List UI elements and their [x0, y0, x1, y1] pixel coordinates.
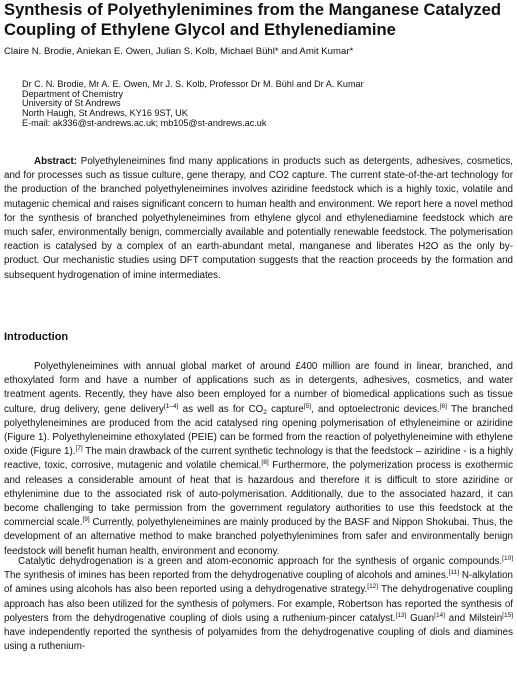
text-run: The main drawback of the current synthetic technology is that the feedstock – aziridine - is a highly reactive, toxic, corrosive, mutagenic and volatile chemical.	[4, 446, 513, 472]
citation: [14]	[434, 611, 445, 619]
text-run: Guan	[406, 612, 435, 624]
text-run: as well as for CO	[178, 403, 264, 415]
citation: [12]	[367, 583, 379, 591]
citation: [6]	[439, 402, 447, 410]
affiliation-line: Department of Chemistry	[22, 88, 124, 99]
citation: [9]	[82, 516, 90, 524]
citation: [8]	[261, 459, 269, 467]
subscript: 2	[263, 408, 267, 416]
intro-paragraph-2	[4, 555, 513, 654]
text-run: Furthermore, the polymerization process is exothermic and releases a considerable amount of heat that is hazardous and therefore it is difficult to store aziridine or ethylenimine due to the associated risk of auto-polymerisation. Additionally, due to the associated hazard, it can become challenging to take permission from the government regulatory authorities to use this feedstock at the commercial scale.	[4, 460, 513, 529]
text-run: Currently, polyethyleneimines are mainly produced by the BASF and Nippon Shokubai. Thus, the development of an alternative method to make branched polyethylenimines from safer and environmentally benign feedstock will benefit human health, environment and economy.	[4, 517, 513, 557]
text-run: N-alkylation of amines using alcohols has also been reported using a dehydrogenative strategy.	[4, 570, 513, 596]
text-run: Catalytic dehydrogenation is a green and atom-economic approach for the synthesis of organic compounds.	[18, 556, 503, 567]
text-run: , and optoelectronic devices.	[311, 403, 440, 415]
affiliation-line: University of St Andrews	[22, 98, 121, 109]
text-run: have independently reported the synthesis of polyamides from the dehydrogenative coupling of diols and diamines using a ruthenium-	[4, 627, 513, 653]
citation: [7]	[75, 445, 83, 453]
intro-paragraph-1	[4, 360, 513, 559]
affiliation-line: North Haugh, St Andrews, KY16 9ST, UK	[22, 108, 188, 119]
citation: [11]	[448, 569, 459, 577]
citation: [13]	[395, 611, 407, 619]
author-list: Claire N. Brodie, Aniekan E. Owen, Julian S. Kolb, Michael Bühl* and Amit Kumar*	[4, 46, 354, 57]
affiliation-line: Dr C. N. Brodie, Mr A. E. Owen, Mr J. S. Kolb, Professor Dr M. Bühl and Dr A. Kumar	[22, 79, 364, 89]
text-run: capture	[266, 403, 304, 415]
text-run: The dehydrogenative coupling approach has also been utilized for the synthesis of polymers. For example, Robertson has reported the synthesis of polyesters from the dehydrogenative coupling of diols using a ruthenium-pincer catalyst.	[4, 584, 514, 624]
abstract-text: Polyethyleneimines find many applications in products such as detergents, adhesives, cosmetics, and for processes such as tissue culture, gene therapy, and CO2 capture. The current state-of-the-art technology for the production of the branched polyethyleneimines involves aziridine feedstock which is a highly toxic, volatile and mutagenic chemical and raises significant concern to human health and environment. We report here a novel method for the synthesis of branched polyethyleneimines from ethylene glycol and ethylenediamine feedstock which are much safer, environmentally benign, commercially available and potentially renewable feedstock. The polymerisation reaction is catalysed by a complex of an earth-abundant metal, manganese and liberates H2O as the only by-product. Our mechanistic studies using DFT computation suggests that the reaction proceeds by the formation and subsequent hydrogenation of imine intermediates.	[4, 156, 513, 281]
citation: [10]	[502, 555, 513, 562]
citation: [1–4]	[163, 402, 179, 410]
text-run: Polyethyleneimines with annual global market of around £400 million are found in linear, branched, and ethoxylated form and have a number of applications such as in detergents, adhesives, cosmetics, and water treatment agents. Recently, they have also been employed for a number of biomedical applications such as tissue culture, drug delivery, gene delivery	[4, 361, 513, 415]
text-run: The synthesis of imines has been reported from the dehydrogenative coupling of alcohols and amines.	[4, 570, 449, 582]
section-heading-introduction: Introduction	[4, 331, 69, 343]
abstract-label: Abstract:	[34, 156, 78, 167]
text-run: The branched polyethyleneimines are produced from the acid catalysed ring opening polymerisation of ethyleneimine or aziridine (Figure 1). Polyethyleneimine ethoxylated (PEIE) can be formed from the reaction of polyethyleneimine with ethylene oxide (Figure 1).	[4, 403, 513, 458]
text-run: and Milstein	[444, 612, 503, 624]
citation: [5]	[303, 402, 312, 410]
citation: [15]	[502, 611, 513, 619]
paper-title: Synthesis of Polyethylenimines from the Manganese Catalyzed Coupling of Ethylene Glycol and Ethylenediamine	[4, 0, 502, 39]
abstract	[4, 155, 513, 283]
affiliation-block	[22, 80, 364, 129]
email-line: E-mail: ak336@st-andrews.ac.uk; mb105@st-andrews.ac.uk	[22, 117, 267, 128]
